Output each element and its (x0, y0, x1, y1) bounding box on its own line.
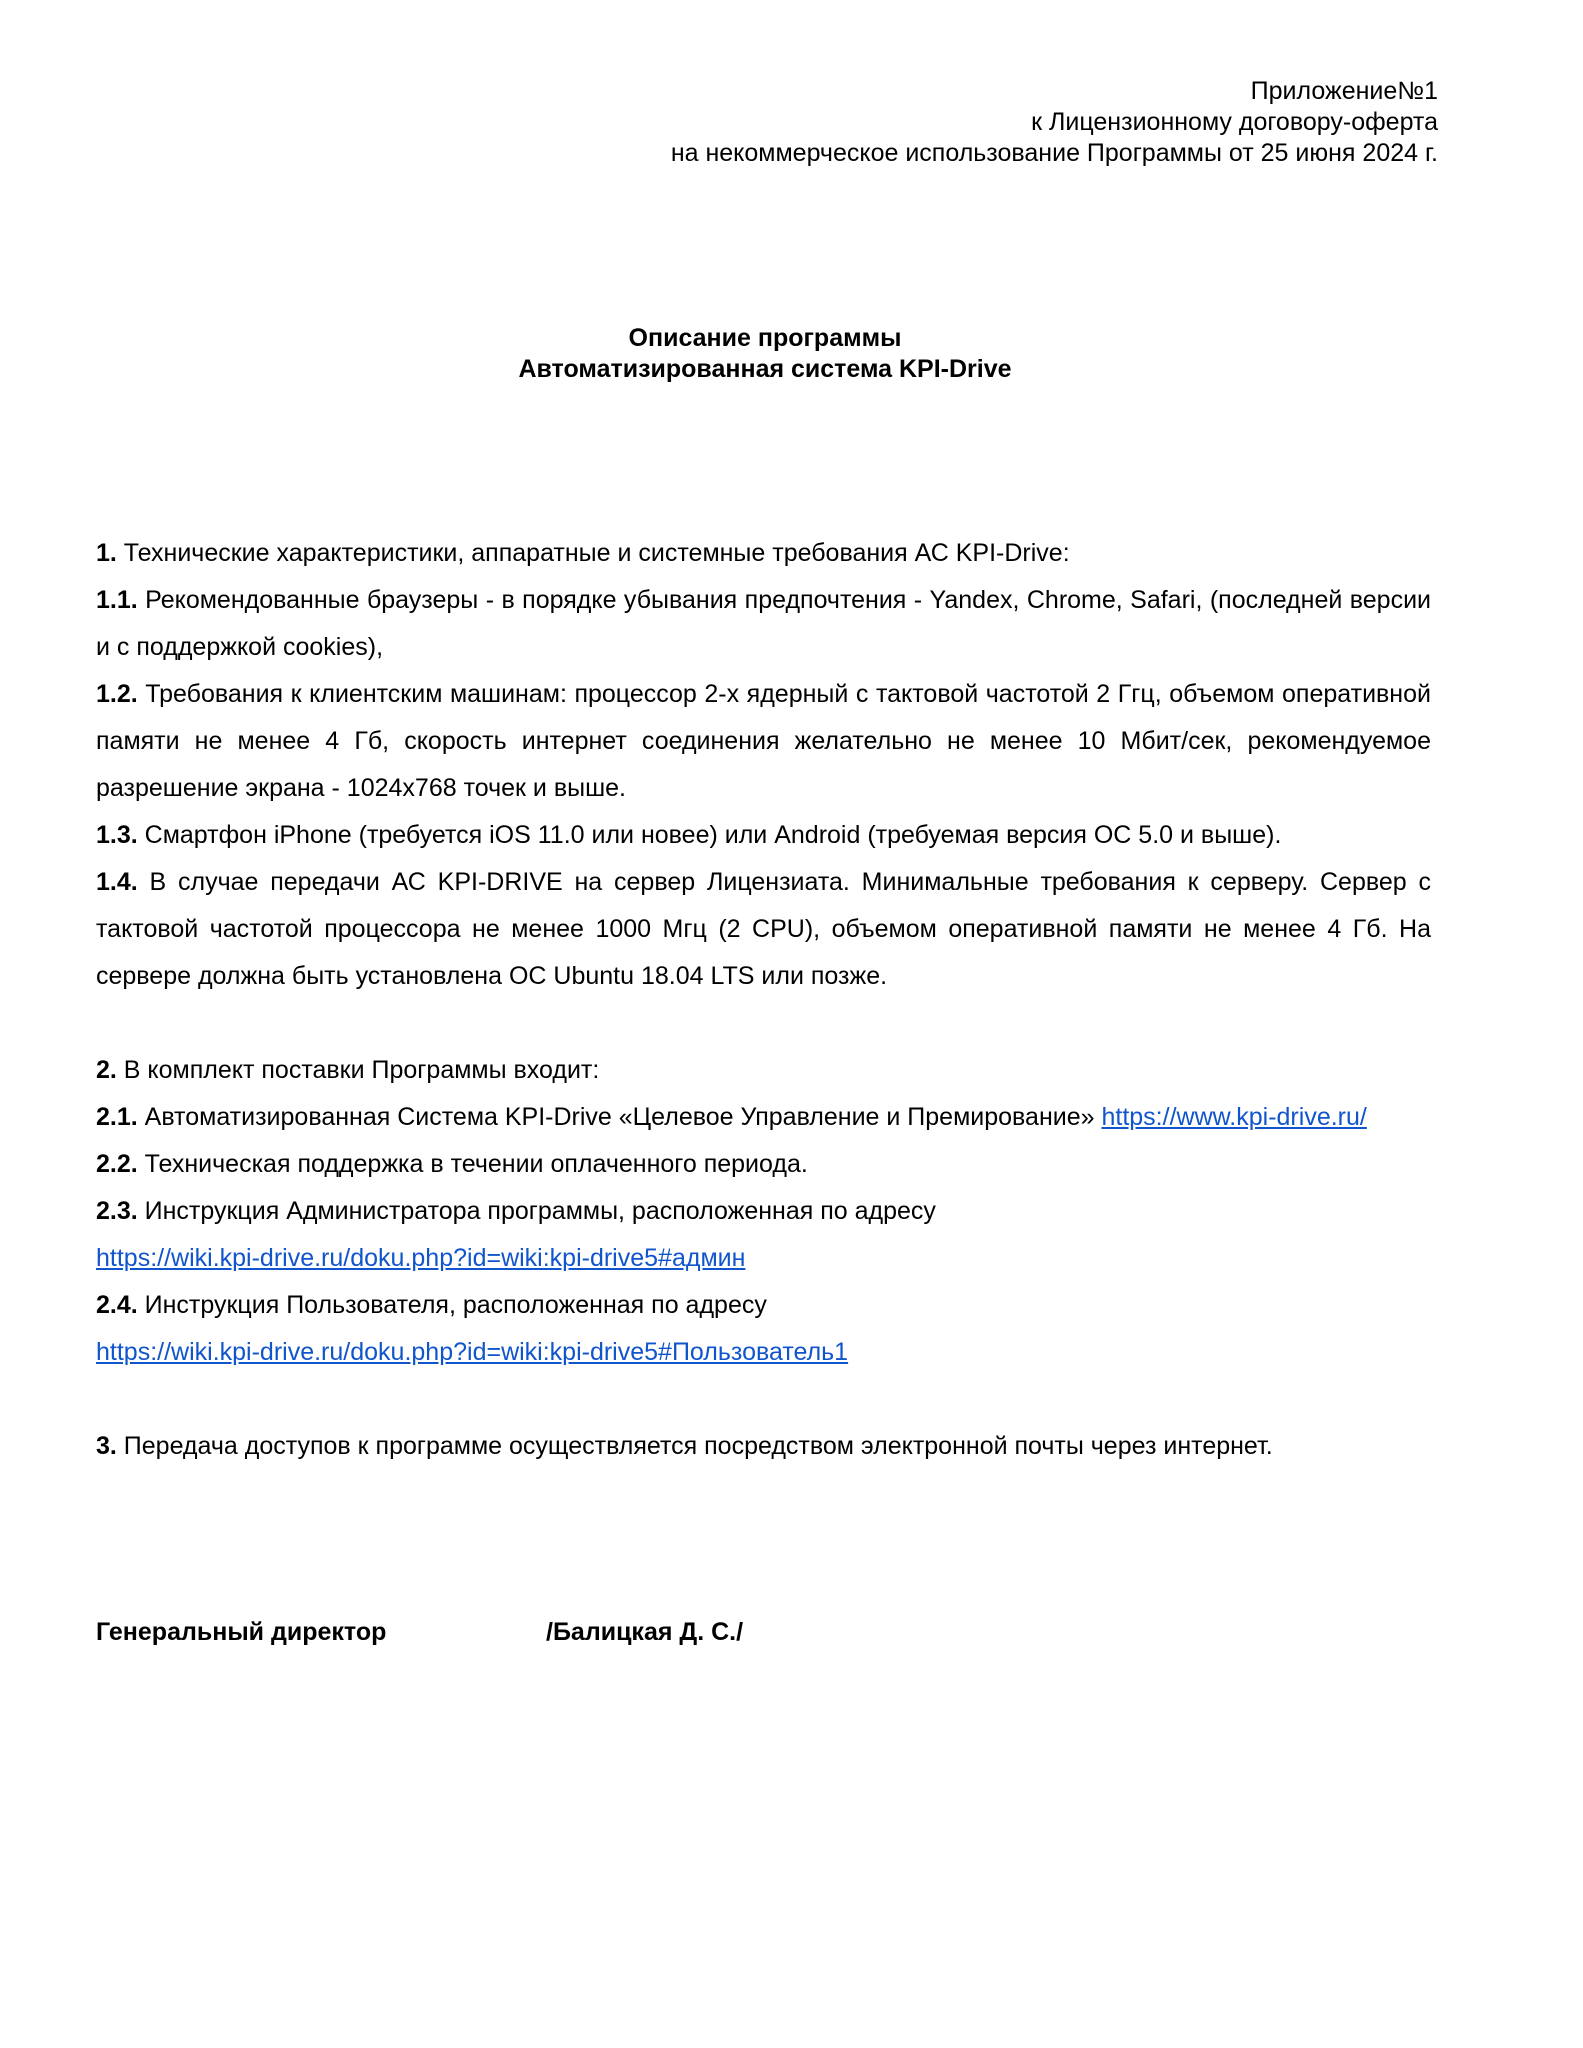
section-3 (96, 1423, 1431, 1470)
item-text: Требования к клиентским машинам: процессор 2-х ядерный с тактовой частотой 2 Ггц, объемом оперативной памяти не менее 4 Гб, скорость интернет соединения желательно не менее 10 Мбит/сек, рекомендуемое разрешение экрана - 1024x768 точек и выше. (96, 680, 1431, 802)
title-line-2: Автоматизированная система KPI-Drive (518, 355, 1012, 383)
item-number: 2.3. (96, 1197, 138, 1225)
item-number: 2.4. (96, 1291, 138, 1319)
section-text: Технические характеристики, аппаратные и системные требования АС KPI-Drive: (116, 539, 1070, 567)
user-guide-link[interactable]: https://wiki.kpi-drive.ru/doku.php?id=wiki:kpi-drive5#Пользователь1 (96, 1338, 849, 1366)
item-number: 1.2. (96, 680, 138, 708)
item-text: Рекомендованные браузеры - в порядке убывания предпочтения - Yandex, Chrome, Safari, (последней версии и с поддержкой cookies), (96, 586, 1431, 661)
document-title (0, 323, 1530, 385)
item-text: Техническая поддержка в течении оплаченного периода. (137, 1150, 808, 1178)
signature-position: Генеральный директор (96, 1618, 387, 1646)
section-text: Передача доступов к программе осуществляется посредством электронной почты через интернет. (116, 1432, 1273, 1460)
section-1-2 (96, 671, 1431, 812)
appendix-contract-ref: к Лицензионному договору-оферта (1031, 108, 1438, 136)
appendix-contract-date: на некоммерческое использование Программы от 25 июня 2024 г. (670, 139, 1438, 167)
signature-name: /Балицкая Д. С./ (546, 1618, 744, 1646)
section-2-2 (96, 1141, 1431, 1188)
appendix-number: Приложение№1 (1250, 77, 1438, 105)
section-1-1 (96, 577, 1431, 671)
kpi-drive-site-link[interactable]: https://www.kpi-drive.ru/ (1101, 1103, 1367, 1131)
section-2-heading (96, 1047, 1431, 1094)
item-number: 2.1. (96, 1103, 138, 1131)
document-body (96, 530, 1431, 1470)
section-1-heading (96, 530, 1431, 577)
user-guide-link-line (96, 1329, 1431, 1376)
section-number: 3. (96, 1432, 117, 1460)
title-line-1: Описание программы (628, 324, 902, 352)
appendix-header (671, 76, 1438, 169)
admin-guide-link-line (96, 1235, 1431, 1282)
section-2-1 (96, 1094, 1431, 1141)
spacer (96, 1376, 1431, 1423)
item-number: 1.4. (96, 868, 138, 896)
item-text: Автоматизированная Система KPI-Drive «Целевое Управление и Премирование» (137, 1103, 1102, 1131)
item-number: 1.1. (96, 586, 138, 614)
section-1-4 (96, 859, 1431, 1000)
section-number: 1. (96, 539, 117, 567)
section-2-4 (96, 1282, 1431, 1329)
item-text: Инструкция Пользователя, расположенная по адресу (137, 1291, 767, 1319)
section-text: В комплект поставки Программы входит: (116, 1056, 600, 1084)
item-number: 1.3. (96, 821, 138, 849)
item-text: Смартфон iPhone (требуется iOS 11.0 или новее) или Android (требуемая версия ОС 5.0 и выше). (137, 821, 1282, 849)
spacer (96, 1000, 1431, 1047)
item-number: 2.2. (96, 1150, 138, 1178)
section-2-3 (96, 1188, 1431, 1235)
admin-guide-link[interactable]: https://wiki.kpi-drive.ru/doku.php?id=wiki:kpi-drive5#админ (96, 1244, 746, 1272)
section-1-3 (96, 812, 1431, 859)
item-text: В случае передачи АС KPI-DRIVE на сервер Лицензиата. Минимальные требования к серверу. Сервер с тактовой частотой процессора не менее 1000 Мгц (2 CPU), объемом оперативной памяти не менее 4 Гб. На сервере должна быть установлена ОС Ubuntu 18.04 LTS или позже. (96, 868, 1431, 990)
section-number: 2. (96, 1056, 117, 1084)
item-text: Инструкция Администратора программы, расположенная по адресу (137, 1197, 936, 1225)
